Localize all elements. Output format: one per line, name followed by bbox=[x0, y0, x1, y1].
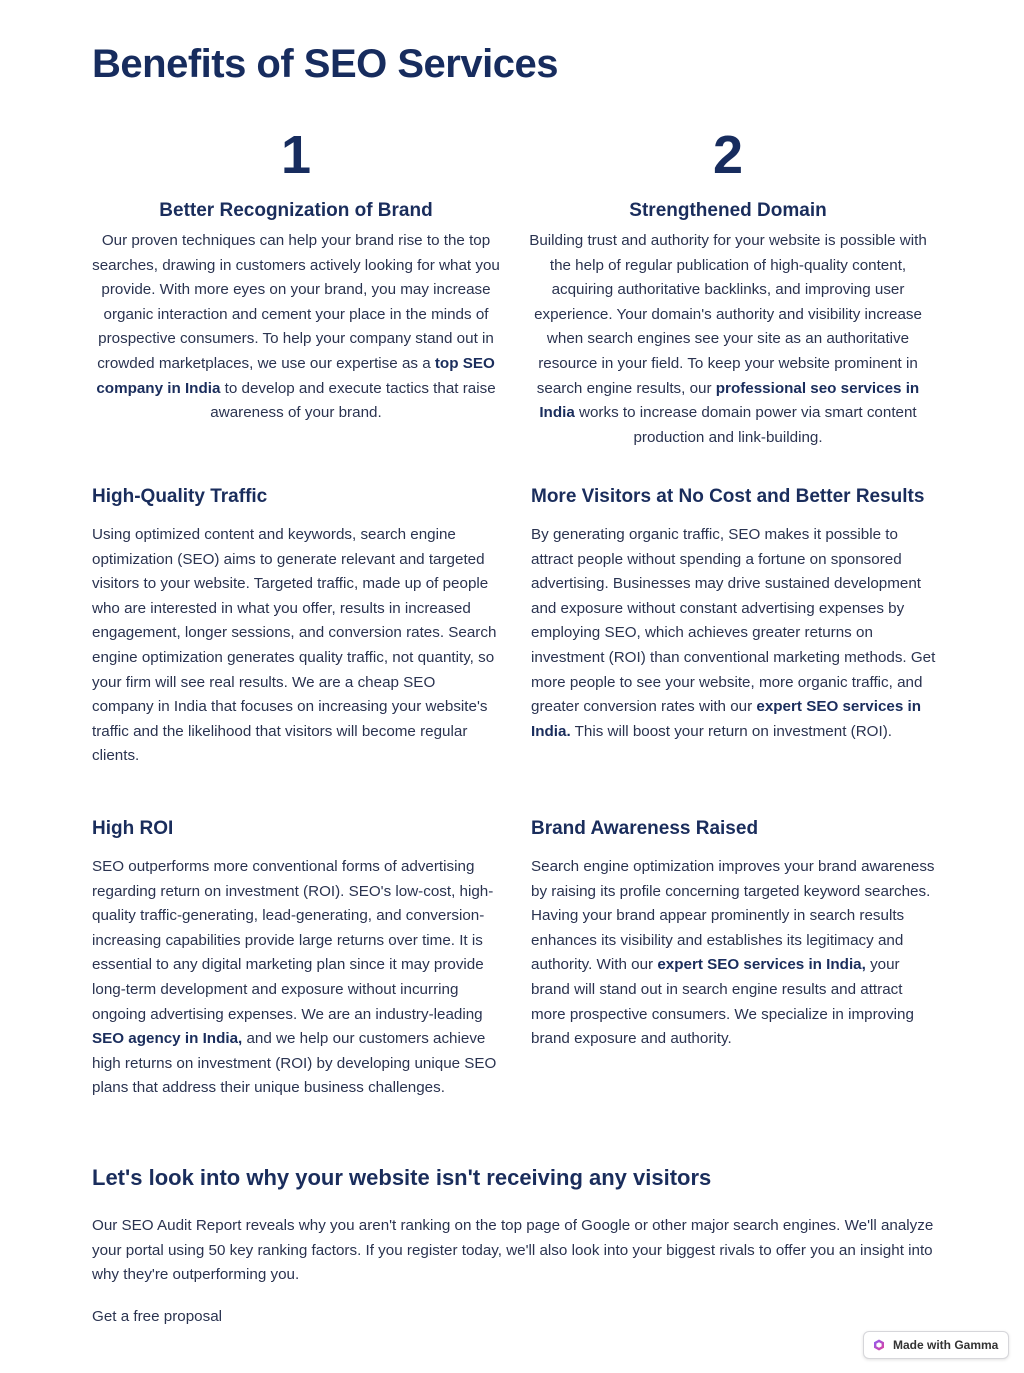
body-emphasis: top SEO company in India bbox=[96, 354, 495, 397]
free-proposal-text: Get a free proposal bbox=[92, 1307, 223, 1325]
body-text: Search engine optimization improves your brand awareness by raising its profile concerning targeted keyword searches. Having your brand appear prominently in search results enhances its visibility and establishes its legitimacy and authority. With our bbox=[531, 858, 935, 974]
benefit-card-2 bbox=[524, 124, 932, 450]
section-body bbox=[92, 855, 500, 1101]
section-high-quality-traffic bbox=[92, 484, 500, 769]
benefit-heading: Strengthened Domain bbox=[629, 200, 827, 221]
body-text: Our proven techniques can help your brand rise to the top searches, drawing in customers actively looking for what you provide. With more eyes on your brand, you may increase organic interaction and cement your place in the minds of prospective consumers. To help your company stand out in crowded marketplaces, we use our expertise as a bbox=[92, 232, 500, 372]
benefit-number: 1 bbox=[280, 125, 312, 185]
body-text: and we help our customers achieve high returns on investment (ROI) by developing unique SEO plans that address their unique business challenges. bbox=[92, 1030, 497, 1097]
made-with-gamma-badge[interactable] bbox=[863, 1331, 1009, 1359]
body-text: Building trust and authority for your website is possible with the help of regular publication of high-quality content, acquiring authoritative backlinks, and improving user experience. Your domain's authority and visibility increase when search engines see your site as an authoritative resource in your field. To keep your website prominent in search engine results, our bbox=[529, 232, 927, 397]
gamma-logo-icon bbox=[873, 1339, 885, 1351]
benefit-heading: Better Recognization of Brand bbox=[159, 200, 433, 221]
section-body bbox=[92, 523, 500, 769]
section-heading: High ROI bbox=[92, 818, 174, 839]
body-text: Using optimized content and keywords, search engine optimization (SEO) aims to generate relevant and targeted visitors to your website. Targeted traffic, made up of people who are interested in what you offer, results in increased engagement, longer sessions, and conversion rates. Search engine optimization generates quality traffic, not quantity, so your firm will see real results. We are a cheap SEO company in India that focuses on increasing your website's traffic and the likelihood that visitors will become regular clients. bbox=[92, 526, 497, 765]
closing-heading: Let's look into why your website isn't receiving any visitors bbox=[92, 1165, 712, 1190]
benefit-number: 2 bbox=[712, 125, 744, 185]
benefit-body bbox=[92, 229, 500, 426]
section-heading: More Visitors at No Cost and Better Results bbox=[531, 486, 925, 507]
badge-label: Made with Gamma bbox=[893, 1338, 999, 1352]
section-more-visitors bbox=[531, 484, 939, 744]
section-brand-awareness bbox=[531, 816, 939, 1052]
benefit-card-1 bbox=[92, 124, 500, 426]
benefit-body bbox=[524, 229, 932, 450]
body-text: By generating organic traffic, SEO makes it possible to attract people without spending a fortune on sponsored advertising. Businesses may drive sustained development and exposure without constant advertising expenses by employing SEO, which achieves greater returns on investment (ROI) than conventional marketing methods. Get more people to see your website, more organic traffic, and greater conversion rates with our bbox=[531, 526, 936, 716]
body-emphasis: professional seo services in India bbox=[539, 379, 920, 422]
body-emphasis: SEO agency in India, bbox=[92, 1030, 243, 1048]
section-body bbox=[531, 855, 939, 1052]
body-text: works to increase domain power via smart content production and link-building. bbox=[574, 404, 917, 446]
body-emphasis: expert SEO services in India, bbox=[657, 956, 866, 974]
page-title: Benefits of SEO Services bbox=[92, 42, 558, 86]
section-heading: Brand Awareness Raised bbox=[531, 818, 759, 839]
body-text: to develop and execute tactics that raise awareness of your brand. bbox=[210, 379, 496, 422]
closing-body: Our SEO Audit Report reveals why you aren't ranking on the top page of Google or other major search engines. We'll analyze your portal using 50 key ranking factors. If you register today, we'll also look into your biggest rivals to offer you an insight into why they're outperforming you. bbox=[92, 1217, 934, 1284]
section-heading: High-Quality Traffic bbox=[92, 486, 268, 507]
closing-section bbox=[92, 1163, 934, 1329]
body-text: This will boost your return on investment (ROI). bbox=[570, 722, 892, 740]
body-text: your brand will stand out in search engine results and attract more prospective consumers. We specialize in improving brand exposure and authority. bbox=[531, 956, 914, 1048]
section-high-roi bbox=[92, 816, 500, 1101]
body-text: SEO outperforms more conventional forms of advertising regarding return on investment (ROI). SEO's low-cost, high-quality traffic-generating, lead-generating, and conversion-increasing capabilities provide large returns over time. It is essential to any digital marketing plan since it may provide long-term development and exposure without incurring ongoing advertising expenses. We are an industry-leading bbox=[92, 858, 494, 1023]
body-emphasis: expert SEO services in India. bbox=[531, 698, 922, 740]
section-body bbox=[531, 523, 939, 744]
